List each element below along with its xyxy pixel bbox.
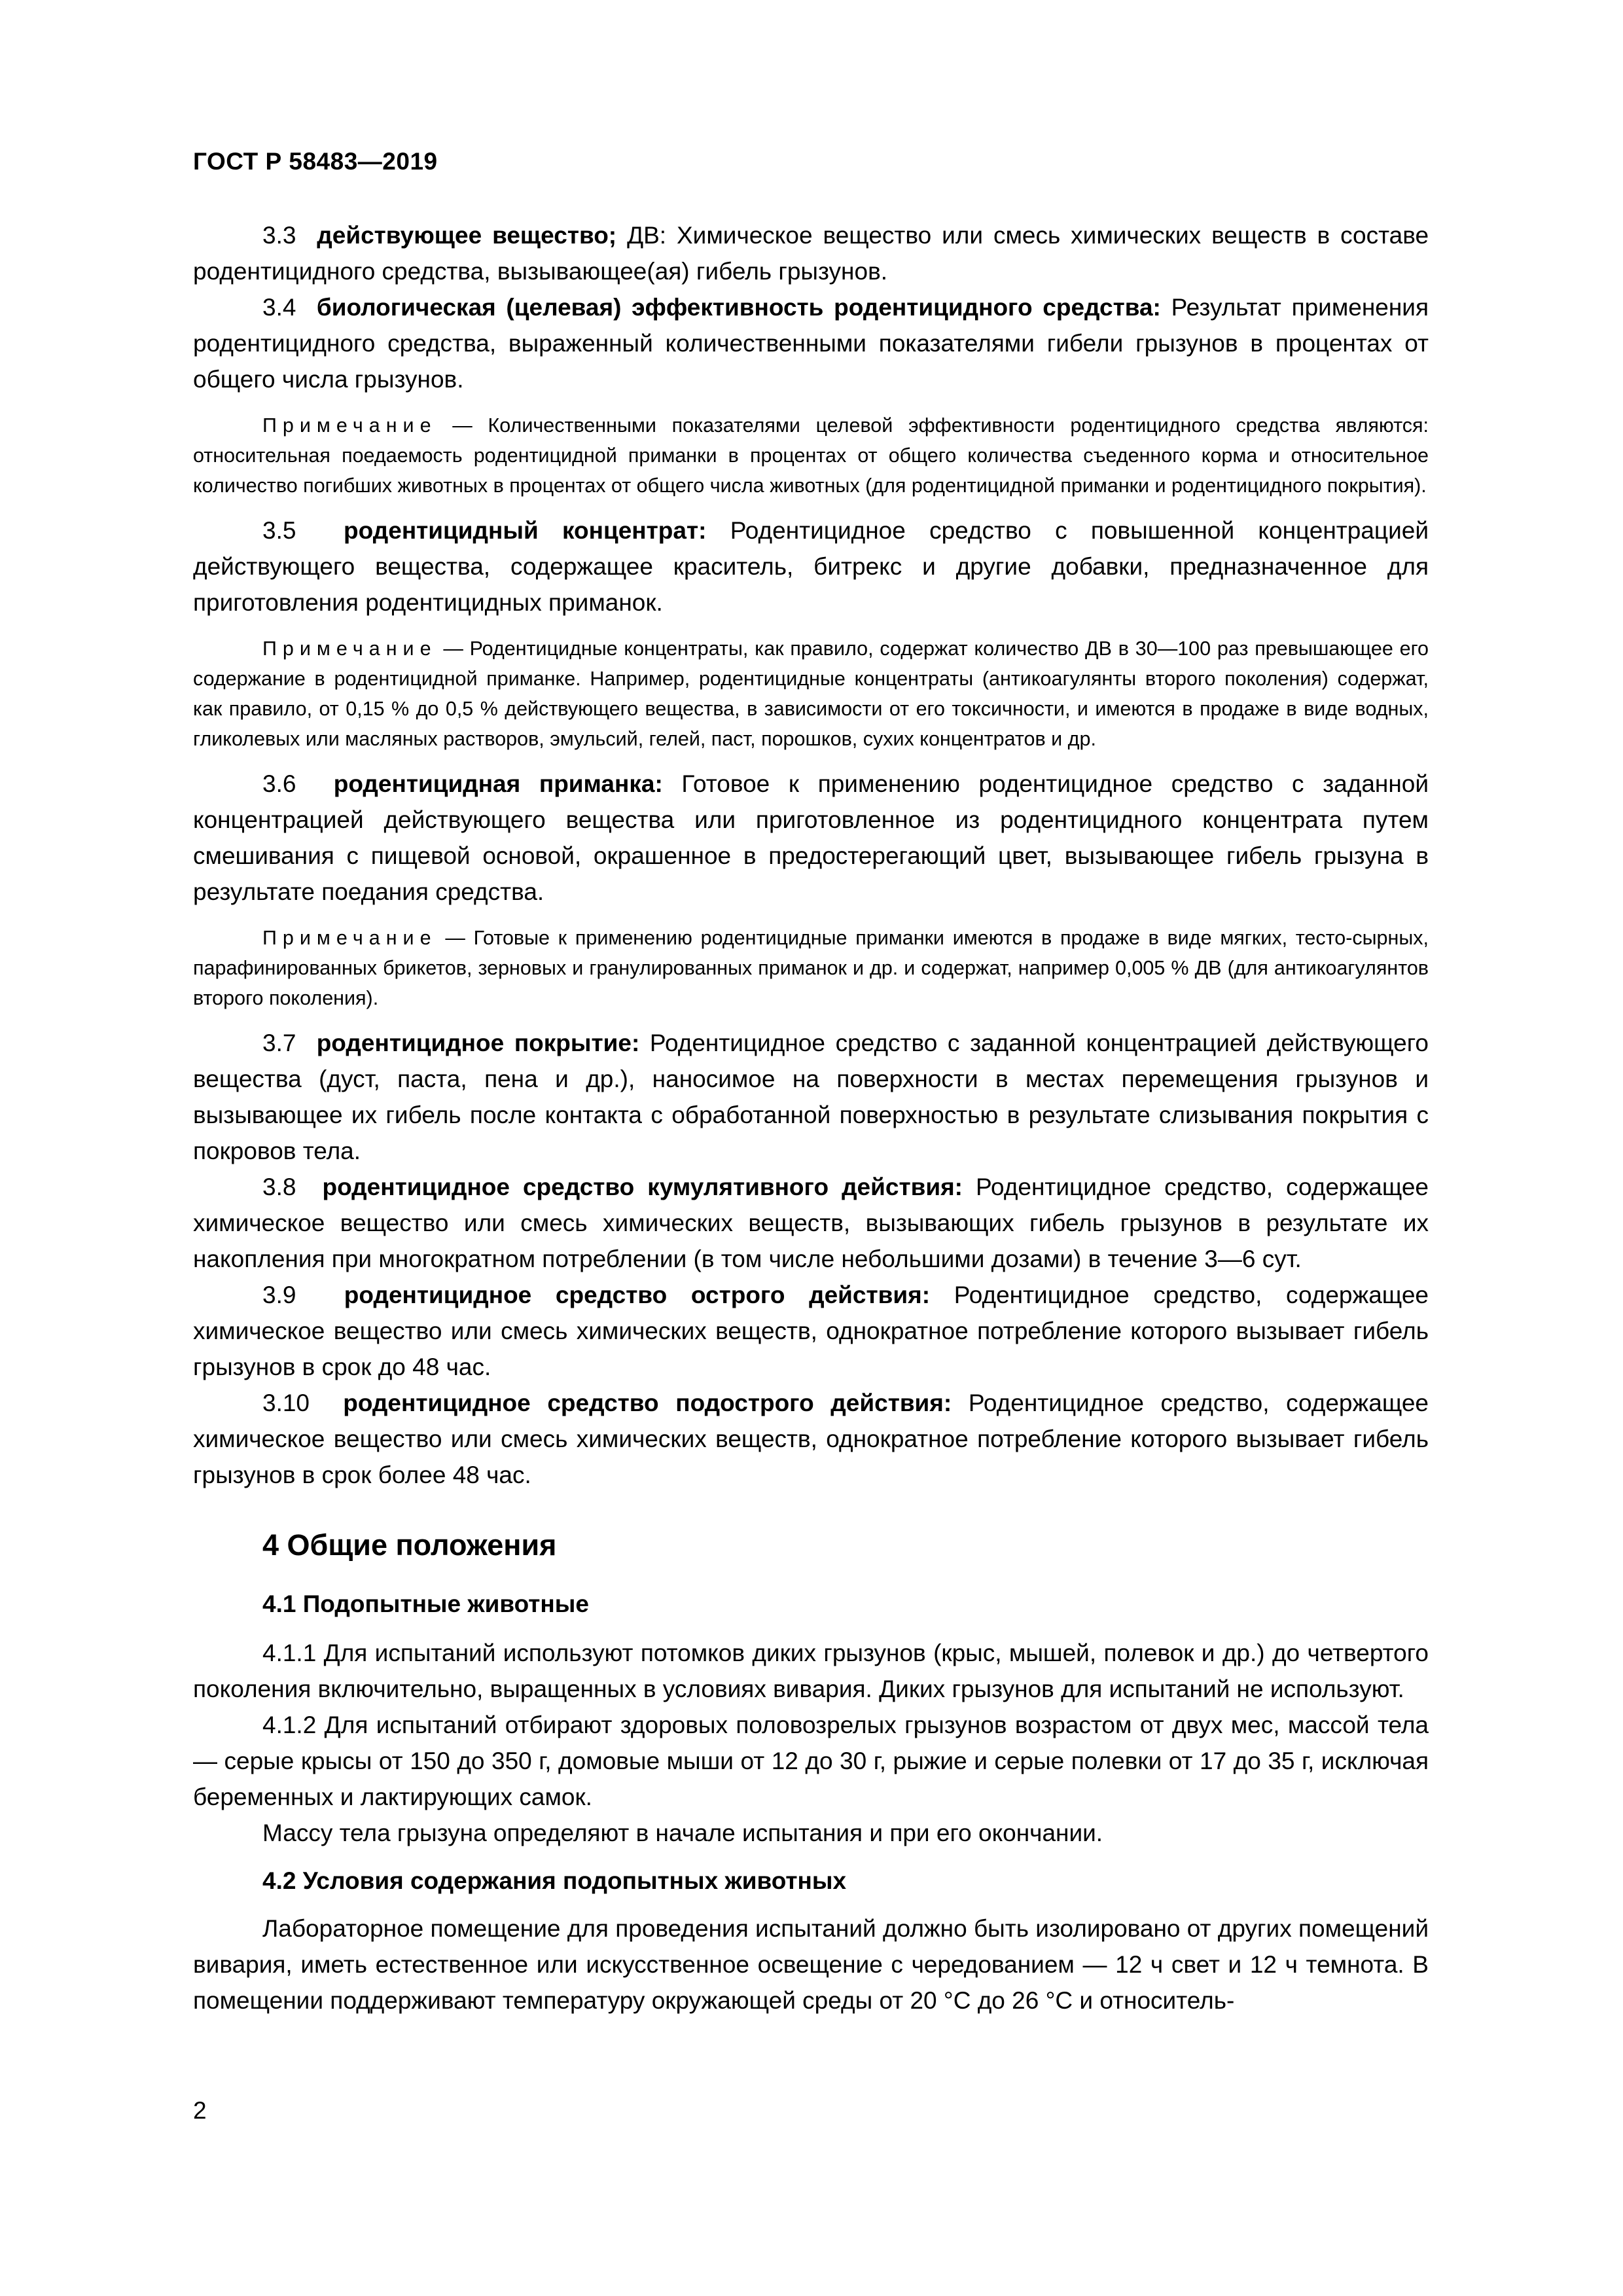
term-definition: Результат применения родентицидного средства, выраженный количественными показателями гибели грызунов в процентах от общего числа грызунов. — [193, 294, 1429, 393]
term-3-10 — [193, 1385, 1429, 1493]
term-name: родентицидное средство подострого действия: — [343, 1390, 952, 1416]
subsection-4-2-heading: 4.2 Условия содержания подопытных животных — [262, 1867, 847, 1894]
term-definition: ДВ: Химическое вещество или смесь химических веществ в составе родентицидного средства, вызывающее(ая) гибель грызунов. — [193, 222, 1429, 285]
paragraph-4-1-1: 4.1.1 Для испытаний используют потомков диких грызунов (крыс, мышей, полевок и др.) до четвертого поколения включительно, выращенных в условиях вивария. Диких грызунов для испытаний не используют. — [193, 1640, 1429, 1702]
term-definition: Готовое к применению родентицидное средство с заданной концентрацией действующего вещества или приготовленное из родентицидного концентрата путем смешивания с пищевой основой, окрашенное в предостерегающий цвет, вызывающее гибель грызуна в результате поедания средства. — [193, 770, 1429, 905]
term-name: действующее вещество; — [317, 222, 617, 249]
term-definition: Родентицидное средство, содержащее химическое вещество или смесь химических веществ, однократное потребление которого вызывает гибель грызунов в срок до 48 час. — [193, 1282, 1429, 1380]
term-name: биологическая (целевая) эффективность родентицидного средства: — [316, 294, 1161, 321]
term-name: родентицидное средство острого действия: — [344, 1282, 931, 1308]
subsection-4-1-heading: 4.1 Подопытные животные — [262, 1590, 589, 1617]
term-number: 3.5 — [262, 517, 296, 544]
term-number: 3.6 — [262, 770, 296, 797]
term-name: родентицидная приманка: — [333, 770, 663, 797]
document-code-header: ГОСТ Р 58483—2019 — [193, 148, 438, 175]
paragraph-4-1-2: 4.1.2 Для испытаний отбирают здоровых половозрелых грызунов возрастом от двух мес, массой тела — серые крысы от 150 до 350 г, домовые мыши от 12 до 30 г, рыжие и серые полевки от 17 до 35 г, исключая беременных и лактирующих самок. — [193, 1712, 1429, 1810]
term-3-3 — [193, 217, 1429, 289]
term-number: 3.8 — [262, 1174, 296, 1200]
page-number: 2 — [193, 2097, 207, 2124]
note-label: Примечание — [262, 927, 437, 949]
term-number: 3.7 — [262, 1030, 296, 1056]
term-3-4 — [193, 289, 1429, 397]
note-text: — Родентицидные концентраты, как правило, содержат количество ДВ в 30—100 раз превышающее его содержание в родентицидной приманке. Например, родентицидные концентраты (антикоагулянты второго поколения) содержат, как правило, от 0,15 % до 0,5 % действующего вещества, в зависимости от его токсичности, и имеются в продаже в виде водных, гликолевых или масляных растворов, эмульсий, гелей, паст, порошков, сухих концентратов и др. — [193, 637, 1429, 750]
note-1 — [193, 410, 1429, 501]
term-3-7 — [193, 1025, 1429, 1169]
section-4-heading: 4 Общие положения — [262, 1528, 557, 1562]
note-2 — [193, 634, 1429, 754]
note-text: — Количественными показателями целевой эффективности родентицидного средства являются: относительная поедаемость родентицидной приманки в процентах от общего количества съеденного корма и относительное количество погибших животных в процентах от общего числа животных (для родентицидной приманки и родентицидного покрытия). — [193, 414, 1429, 497]
note-3 — [193, 923, 1429, 1013]
term-definition: Родентицидное средство, содержащее химическое вещество или смесь химических веществ, вызывающих гибель грызунов в результате их накопления при многократном потреблении (в том числе небольшими дозами) в течение 3—6 сут. — [193, 1174, 1429, 1272]
term-3-6 — [193, 766, 1429, 910]
term-3-8 — [193, 1169, 1429, 1277]
paragraph-body-mass: Массу тела грызуна определяют в начале испытания и при его окончании. — [262, 1820, 1103, 1846]
term-definition: Родентицидное средство, содержащее химическое вещество или смесь химических веществ, однократное потребление которого вызывает гибель грызунов в срок более 48 час. — [193, 1390, 1429, 1488]
term-3-5 — [193, 512, 1429, 620]
term-definition: Родентицидное средство с заданной концентрацией действующего вещества (дуст, паста, пена и др.), наносимое на поверхности в местах перемещения грызунов и вызывающее их гибель после контакта с обработанной поверхностью в результате слизывания покрытия с покровов тела. — [193, 1030, 1429, 1164]
note-label: Примечание — [262, 637, 437, 660]
term-3-9 — [193, 1277, 1429, 1385]
note-text: — Готовые к применению родентицидные приманки имеются в продаже в виде мягких, тесто-сырных, парафинированных брикетов, зерновых и гранулированных приманок и др. и содержат, например 0,005 % ДВ (для антикоагулянтов второго поколения). — [193, 927, 1429, 1009]
term-number: 3.3 — [262, 222, 296, 249]
term-definition: Родентицидное средство с повышенной концентрацией действующего вещества, содержащее краситель, битрекс и другие добавки, предназначенное для приготовления родентицидных приманок. — [193, 517, 1429, 616]
term-name: родентицидный концентрат: — [344, 517, 707, 544]
term-number: 3.4 — [262, 294, 296, 321]
term-number: 3.9 — [262, 1282, 296, 1308]
paragraph-4-2: Лабораторное помещение для проведения испытаний должно быть изолировано от других помещений вивария, иметь естественное или искусственное освещение с чередованием — 12 ч свет и 12 ч темнота. В помещении поддерживают температуру окружающей среды от 20 °С до 26 °С и относитель- — [193, 1915, 1429, 2014]
note-label: Примечание — [262, 414, 437, 437]
term-name: родентицидное средство кумулятивного действия: — [322, 1174, 963, 1200]
term-number: 3.10 — [262, 1390, 310, 1416]
term-name: родентицидное покрытие: — [316, 1030, 640, 1056]
page-body — [193, 217, 1429, 2018]
